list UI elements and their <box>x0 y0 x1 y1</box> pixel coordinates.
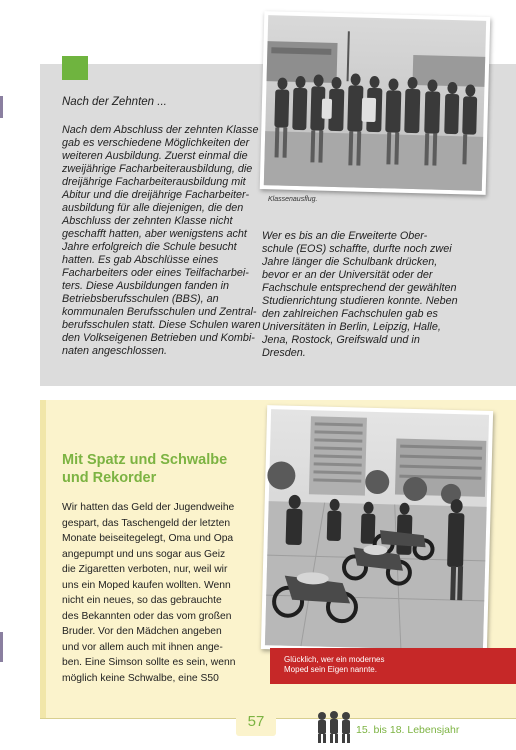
paragraph-left: Nach dem Abschluss der zehnten Klasse gab es verschiedene Möglichkeiten der weiteren Ausbildung. Zuerst einmal die zweijährige Facharbeiterausbildung, die dreijährige Facharbeiterausbildung mit Abitur und die dreijährige Facharbeiter- ausbildung für alle diejenigen, die den Abschluss der zehnten Klasse nicht geschafft hatten, aber wenigstens acht Jahre erfolgreich die Schule besucht hatten. Es gab Abschlüsse eines Facharbeiters oder eines Teilfacharbei- ters. Diese Ausbildungen fanden in Betriebsberufsschulen (BBS), an kommunalen Berufsschulen und Zentral- berufsschulen statt. Diese Schulen waren den Volkseigenen Betrieben und Kombi- naten angeschlossen. <box>62 124 261 357</box>
class-trip-caption: Klassenausflug. <box>268 196 318 203</box>
story-panel-edge <box>40 400 46 718</box>
section-heading: Nach der Zehnten ... <box>62 96 167 108</box>
story-body: Wir hatten das Geld der Jugendweihe gespart, das Taschengeld der letzten Monate beiseitegelegt, Oma und Opa angepumpt und uns sogar aus Geiz die Zigaretten verboten, nur, weil wir uns ein Moped kaufen wollten. Wenn nicht ein neues, so das gebrauchte des Bekannten oder das vom großen Bruder. Vor den Mädchen angeben und vor allem auch mit ihnen ange- ben. Eine Simson sollte es sein, wenn möglich keine Schwalbe, eine S50 <box>62 502 236 684</box>
moped-photo-image <box>261 405 493 655</box>
paragraph-right: Wer es bis an die Erweiterte Ober- schule (EOS) schaffte, durfte noch zwei Jahre länger die Schulbank drücken, bevor er an der Universität oder der Fachschule entsprechend der gewählten Studienrichtung studieren konnte. Neben den zahlreichen Fachschulen gab es Universitäten in Berlin, Leipzig, Halle, Jena, Rostock, Greifswald und in Dresden. <box>262 230 458 359</box>
green-accent-square <box>62 56 88 80</box>
footer-rule <box>40 718 516 719</box>
moped-photo <box>261 405 493 655</box>
moped-caption: Glücklich, wer ein modernes Moped sein Eigen nannte. <box>284 655 385 674</box>
class-trip-photo <box>260 11 491 195</box>
teenagers-icon <box>314 710 354 744</box>
chapter-label: 15. bis 18. Lebensjahr <box>356 724 460 736</box>
page-edge-mark <box>0 96 3 118</box>
page-edge-mark <box>0 632 3 662</box>
story-title: Mit Spatz und Schwalbe und Rekorder <box>62 452 228 486</box>
class-trip-photo-image <box>260 11 491 195</box>
page-number: 57 <box>236 708 276 736</box>
